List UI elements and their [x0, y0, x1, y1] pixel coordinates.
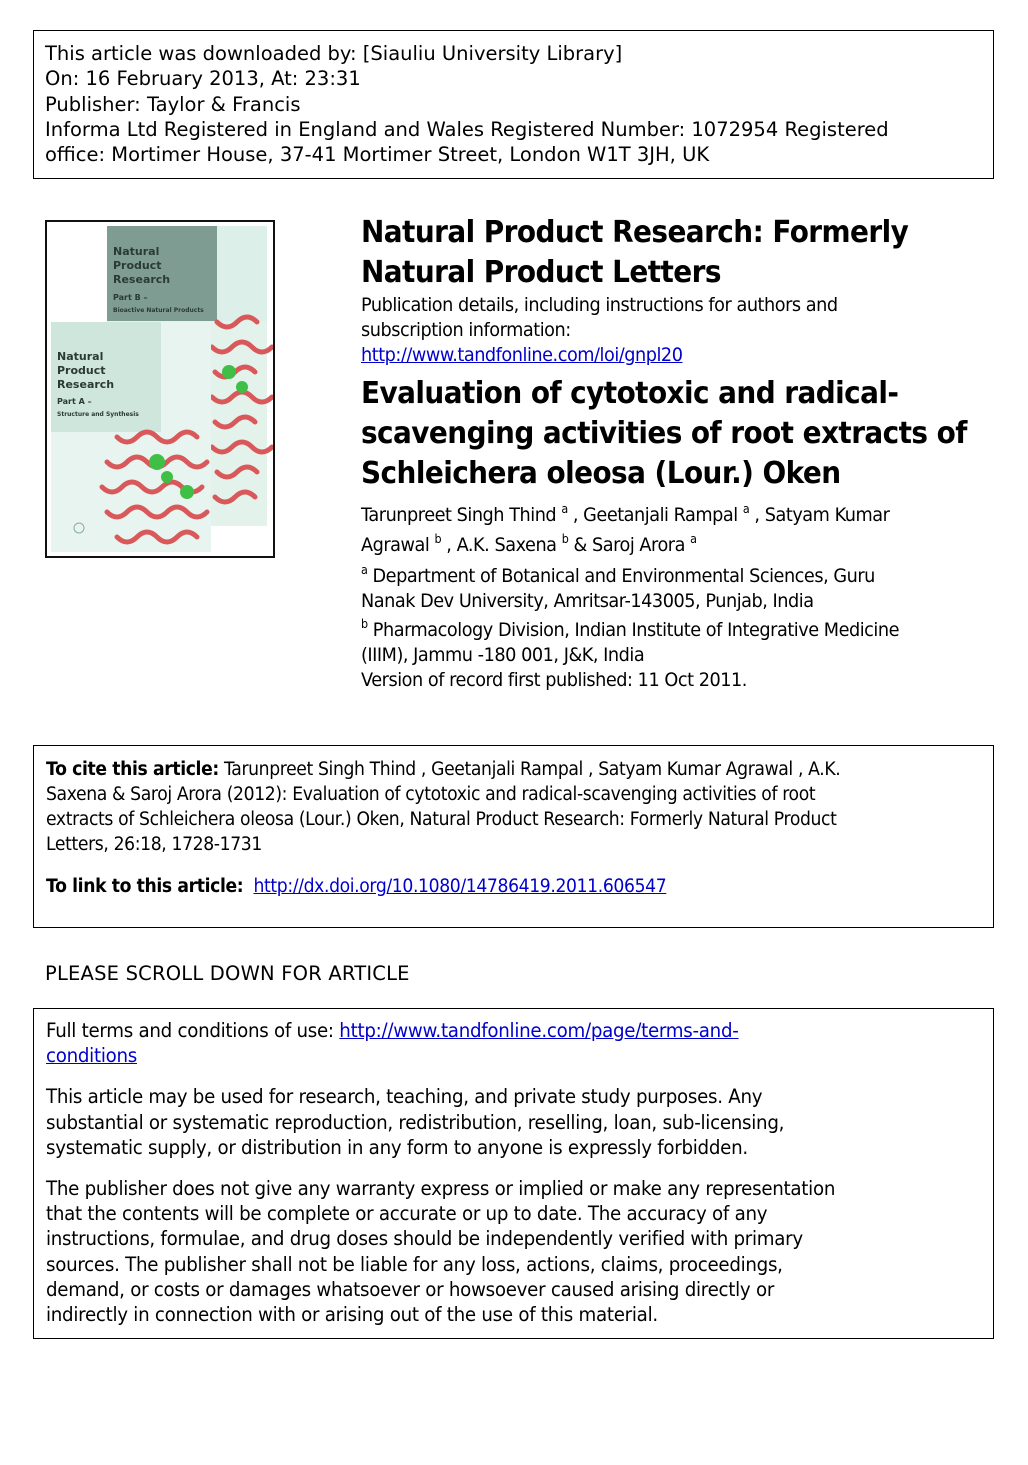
svg-text:Product: Product: [57, 364, 106, 377]
article-title-line: Schleichera oleosa (Lour.) Oken: [361, 456, 841, 491]
download-notice-line: Publisher: Taylor & Francis: [45, 92, 301, 116]
scroll-notice: PLEASE SCROLL DOWN FOR ARTICLE: [45, 962, 410, 985]
affiliation-marker: b: [361, 617, 368, 631]
author-name: Geetanjali Rampal: [583, 504, 738, 526]
cite-label: To cite this article:: [46, 759, 219, 780]
paragraph-line: demand, or costs or damages whatsoever or howsoever caused arising directly or: [46, 1277, 775, 1301]
journal-url-link[interactable]: http://www.tandfonline.com/loi/gnpl20: [361, 344, 683, 366]
author-list: [361, 500, 956, 560]
citation-text: Letters, 26:18, 1728-1731: [46, 834, 262, 855]
affiliation-text: Department of Botanical and Environmental Sciences, Guru: [367, 565, 875, 587]
author-name: Saroj Arora: [591, 534, 685, 556]
svg-text:Natural: Natural: [113, 245, 160, 258]
publication-details: [361, 293, 956, 368]
publication-details-line: subscription information:: [361, 319, 571, 341]
paragraph-line: This article may be used for research, teaching, and private study purposes. Any: [46, 1085, 763, 1109]
link-label: To link to this article:: [46, 876, 244, 897]
author-name: Satyam Kumar: [764, 504, 890, 526]
separator: ,: [567, 504, 584, 526]
download-notice-line: Informa Ltd Registered in England and Wales Registered Number: 1072954 Registered: [45, 117, 889, 141]
journal-title-line: Natural Product Letters: [361, 255, 721, 290]
author-name: Tarunpreet Singh Thind: [361, 504, 557, 526]
doi-link[interactable]: http://dx.doi.org/10.1080/14786419.2011.606547: [253, 876, 667, 897]
terms-label: Full terms and conditions of use:: [46, 1019, 340, 1042]
terms-link-continued[interactable]: conditions: [46, 1044, 138, 1068]
download-notice-line: office: Mortimer House, 37-41 Mortimer Street, London W1T 3JH, UK: [45, 143, 710, 167]
svg-text:Product: Product: [113, 259, 162, 272]
paragraph-line: sources. The publisher shall not be liable for any loss, actions, claims, proceedings,: [46, 1252, 783, 1276]
paragraph-line: systematic supply, or distribution in any form to anyone is expressly forbidden.: [46, 1135, 748, 1159]
separator: &: [568, 534, 592, 556]
publication-details-line: Publication details, including instructions for authors and: [361, 294, 838, 316]
journal-cover-image: [45, 220, 275, 558]
author-name: Agrawal: [361, 534, 430, 556]
svg-text:Part B –: Part B –: [113, 293, 148, 302]
citation-box: [33, 745, 994, 928]
download-notice-box: [33, 30, 994, 179]
article-title: [361, 374, 967, 494]
affiliation-text: Nanak Dev University, Amritsar-143005, Punjab, India: [361, 590, 814, 612]
paragraph-line: The publisher does not give any warranty express or implied or make any representation: [46, 1177, 836, 1201]
svg-text:Research: Research: [113, 273, 171, 286]
download-notice-line: This article was downloaded by: [Siauliu University Library]: [45, 42, 623, 65]
svg-text:Natural: Natural: [57, 350, 104, 363]
affiliation-text: Pharmacology Division, Indian Institute of Integrative Medicine: [367, 619, 900, 641]
separator: ,: [441, 534, 457, 556]
paragraph-line: that the contents will be complete or accurate or up to date. The accuracy of any: [46, 1202, 768, 1226]
terms-box: [33, 1008, 994, 1339]
article-title-line: Evaluation of cytotoxic and radical-: [361, 376, 899, 411]
affiliation-text: (IIIM), Jammu -180 001, J&K, India: [361, 644, 645, 666]
publication-version-date: Version of record first published: 11 Oct 2011.: [361, 669, 747, 691]
paragraph-line: indirectly in connection with or arising out of the use of this material.: [46, 1303, 658, 1327]
affiliation-marker: a: [742, 502, 750, 516]
svg-text:Part A –: Part A –: [57, 397, 92, 406]
cover-illustration-icon: [47, 222, 273, 556]
affiliation-marker: b: [434, 532, 442, 546]
svg-text:Research: Research: [57, 378, 115, 391]
citation-text: Saxena & Saroj Arora (2012): Evaluation of cytotoxic and radical-scavenging activities of root: [46, 784, 816, 805]
citation-text: Tarunpreet Singh Thind , Geetanjali Rampal , Satyam Kumar Agrawal , A.K.: [218, 759, 841, 780]
citation-text: extracts of Schleichera oleosa (Lour.) Oken, Natural Product Research: Formerly Natural Product: [46, 809, 837, 830]
affiliation-marker: b: [561, 532, 569, 546]
usage-paragraph: [46, 1084, 920, 1160]
terms-link[interactable]: http://www.tandfonline.com/page/terms-and-: [339, 1019, 739, 1042]
affiliation-a: [361, 564, 956, 614]
article-title-line: scavenging activities of root extracts of: [361, 416, 967, 451]
download-notice-line: On: 16 February 2013, At: 23:31: [45, 67, 361, 91]
svg-text:Structure and Synthesis: Structure and Synthesis: [57, 411, 139, 418]
paragraph-line: substantial or systematic reproduction, redistribution, reselling, loan, sub-licensing,: [46, 1110, 785, 1134]
affiliation-marker: a: [561, 502, 568, 516]
disclaimer-paragraph: [46, 1176, 920, 1327]
article-header: [361, 213, 1001, 693]
affiliation-b: [361, 618, 956, 693]
author-name: A.K. Saxena: [456, 534, 557, 556]
journal-title: [361, 213, 956, 293]
separator: ,: [749, 504, 765, 526]
paragraph-line: instructions, formulae, and drug doses should be independently verified with primary: [46, 1227, 803, 1251]
svg-text:Bioactive Natural Products: Bioactive Natural Products: [113, 307, 204, 314]
affiliation-marker: a: [361, 563, 368, 577]
affiliation-marker: a: [690, 532, 697, 546]
journal-title-line: Natural Product Research: Formerly: [361, 215, 909, 250]
